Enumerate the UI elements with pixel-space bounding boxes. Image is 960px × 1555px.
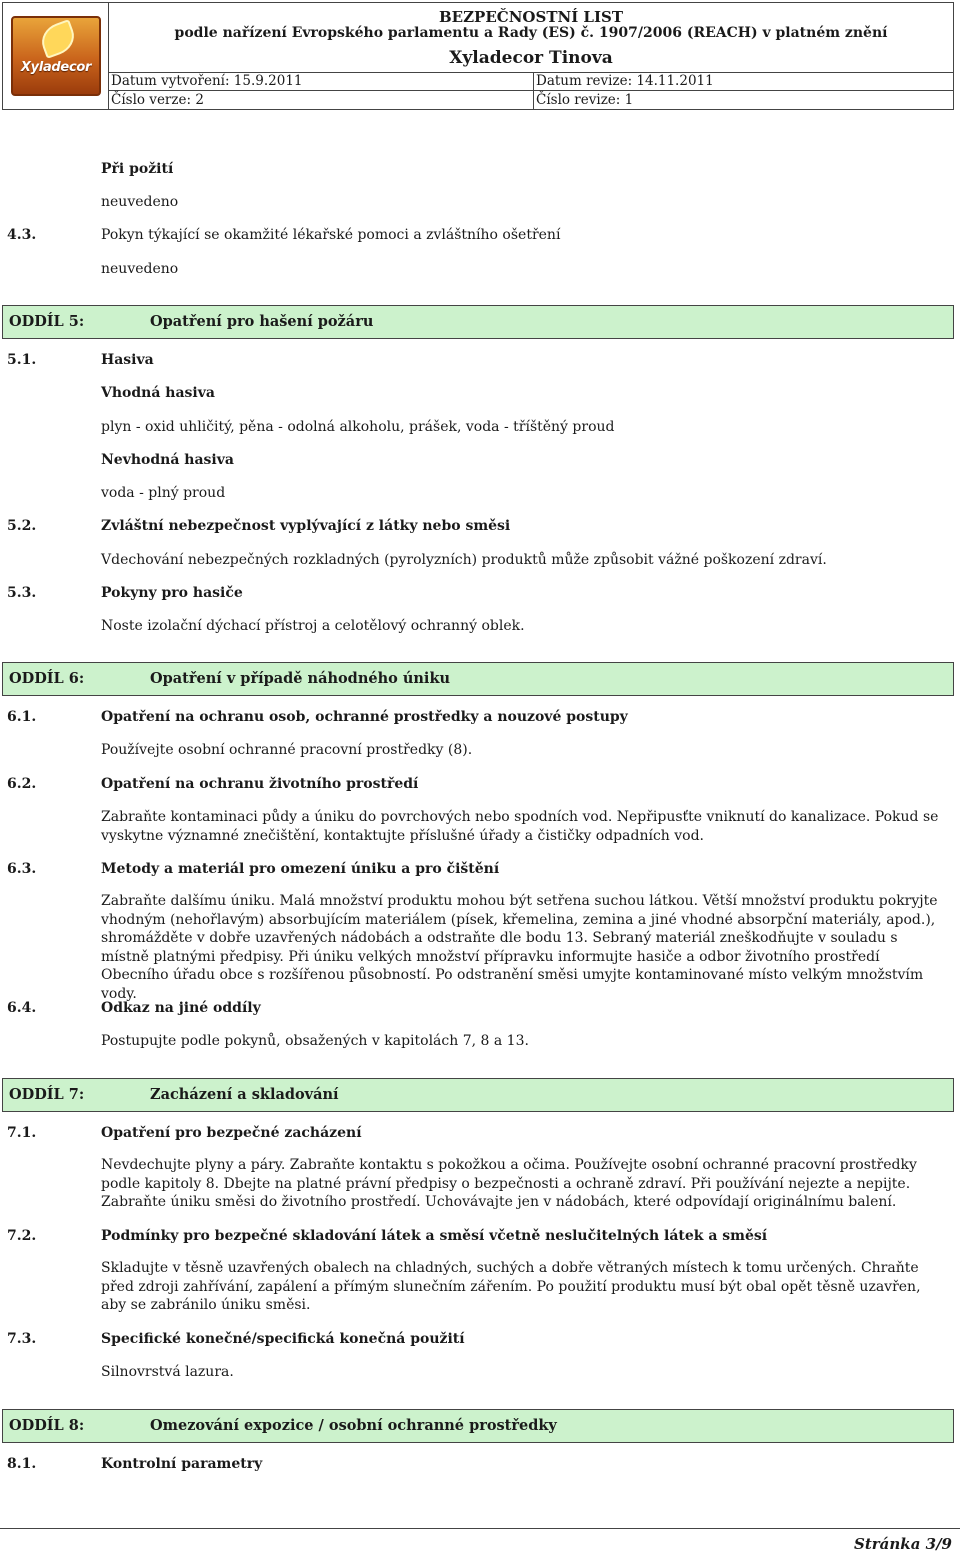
subsection-number: 6.1. (7, 709, 37, 725)
section-number: ODDÍL 8: (9, 1417, 85, 1434)
subsection-heading: Pokyny pro hasiče (101, 585, 243, 601)
section-number: ODDÍL 7: (9, 1086, 85, 1103)
logo-badge-icon (11, 16, 101, 96)
subsection-number: 6.3. (7, 861, 37, 877)
revision-date: Datum revize: 14.11.2011 (536, 73, 714, 89)
ingestion-text: neuvedeno (101, 194, 179, 210)
logo-text: Xyladecor (20, 60, 92, 75)
subsection-heading: Opatření na ochranu životního prostředí (101, 776, 419, 792)
unsuitable-media-text: voda - plný proud (101, 485, 226, 501)
subsection-text: Zabraňte kontaminaci půdy a úniku do povrchových nebo spodních vod. Nepřipusťte vniknutí do kanalizace. Pokud se vyskytne významné znečištění, kontaktujte příslušné úřady a čističky odpadních vod. (101, 809, 939, 844)
document-title: BEZPEČNOSTNÍ LIST (439, 8, 623, 26)
section-title: Opatření v případě náhodného úniku (150, 670, 451, 687)
subsection-heading: Hasiva (101, 352, 154, 368)
subsection-number: 7.2. (7, 1228, 37, 1244)
subheading-ingestion: Při požití (101, 161, 174, 177)
brand-logo (3, 3, 109, 109)
document-header (2, 2, 954, 110)
section-header-6 (2, 662, 954, 696)
header-divider (109, 90, 953, 91)
subsection-text: Používejte osobní ochranné pracovní prostředky (8). (101, 742, 473, 758)
subsection-heading: Metody a materiál pro omezení úniku a pro čištění (101, 861, 500, 877)
subsection-number: 4.3. (7, 227, 37, 243)
section-title: Opatření pro hašení požáru (150, 313, 374, 330)
section-number: ODDÍL 6: (9, 670, 85, 687)
page-number: Stránka 3/9 (854, 1535, 952, 1553)
subsection-text: Zabraňte dalšímu úniku. Malá množství produktu mohou být setřena suchou látkou. Větší množství produktu pokryjte vhodným (nehořlavým) absorbujícím materiálem (písek, křemelina, zemina a jiné vhodné absorpční materiály, apod.), shromážděte v dobře uzavřených nádobách a odstraňte dle bodu 13. Sebraný materiál zneškodňujte v souladu s místně platnými předpisy. Při úniku velkých množství přípravku informujte hasiče a odbor životního prostředí Obecního úřadu obce s rozšířenou působností. Po odstranění směsi umyjte kontaminované místo velkým množstvím vody. (101, 893, 938, 1002)
subsection-number: 7.3. (7, 1331, 37, 1347)
subsection-text: Nevdechujte plyny a páry. Zabraňte kontaktu s pokožkou a očima. Používejte osobní ochranné pracovní prostředky podle kapitoly 8. Dbejte na platné právní předpisy o bezpečnosti a ochraně zdraví. Při používání nejezte a nepijte. Zabraňte úniku směsi do životního prostředí. Uchovávajte jen v nádobách, které odpovídají originálnímu balení. (101, 1157, 917, 1210)
subsection-text: Vdechování nebezpečných rozkladných (pyrolyzních) produktů může způsobit vážné poškození zdraví. (101, 552, 827, 568)
subheading-unsuitable-media: Nevhodná hasiva (101, 452, 234, 468)
suitable-media-text: plyn - oxid uhličitý, pěna - odolná alkoholu, prášek, voda - tříštěný proud (101, 419, 615, 435)
section-title: Zacházení a skladování (150, 1086, 339, 1103)
section-title: Omezování expozice / osobní ochranné prostředky (150, 1417, 557, 1434)
subsection-heading: Kontrolní parametry (101, 1456, 263, 1472)
header-column-divider (533, 73, 534, 109)
subsection-number: 6.2. (7, 776, 37, 792)
created-date: Datum vytvoření: 15.9.2011 (111, 73, 303, 89)
subsection-heading: Podmínky pro bezpečné skladování látek a směsí včetně neslučitelných látek a směsí (101, 1228, 768, 1244)
subheading-suitable-media: Vhodná hasiva (101, 385, 215, 401)
section-number: ODDÍL 5: (9, 313, 85, 330)
footer-divider (0, 1528, 960, 1529)
subsection-number: 5.2. (7, 518, 37, 534)
subsection-number: 7.1. (7, 1125, 37, 1141)
revision-number: Číslo revize: 1 (536, 92, 634, 108)
leaf-icon (37, 19, 79, 59)
section-header-5 (2, 305, 954, 339)
regulation-reference: podle nařízení Evropského parlamentu a Rady (ES) č. 1907/2006 (REACH) v platném znění (174, 25, 888, 41)
subsection-text: Noste izolační dýchací přístroj a celotělový ochranný oblek. (101, 618, 525, 634)
subsection-heading: Odkaz na jiné oddíly (101, 1000, 261, 1016)
subsection-heading: Opatření na ochranu osob, ochranné prostředky a nouzové postupy (101, 709, 628, 725)
section-header-8 (2, 1409, 954, 1443)
subsection-number: 8.1. (7, 1456, 37, 1472)
subsection-text: Skladujte v těsně uzavřených obalech na chladných, suchých a dobře větraných místech k tomu určených. Chraňte před zdroji zahřívání, zapálení a přímým slunečním zářením. Po použití produktu musí být obal opět těsně uzavřen, aby se zabránilo úniku směsi. (101, 1260, 921, 1313)
subsection-heading: Opatření pro bezpečné zacházení (101, 1125, 362, 1141)
subsection-text: Postupujte podle pokynů, obsažených v kapitolách 7, 8 a 13. (101, 1033, 529, 1049)
subsection-heading: Pokyn týkající se okamžité lékařské pomoci a zvláštního ošetření (101, 227, 561, 243)
subsection-text: Silnovrstvá lazura. (101, 1364, 234, 1380)
version-number: Číslo verze: 2 (111, 92, 204, 108)
product-name: Xyladecor Tinova (449, 48, 613, 68)
subsection-text: neuvedeno (101, 261, 179, 277)
section-header-7 (2, 1078, 954, 1112)
subsection-number: 5.3. (7, 585, 37, 601)
subsection-heading: Zvláštní nebezpečnost vyplývající z látky nebo směsi (101, 518, 511, 534)
subsection-number: 6.4. (7, 1000, 37, 1016)
subsection-heading: Specifické konečné/specifická konečná použití (101, 1331, 465, 1347)
subsection-number: 5.1. (7, 352, 37, 368)
